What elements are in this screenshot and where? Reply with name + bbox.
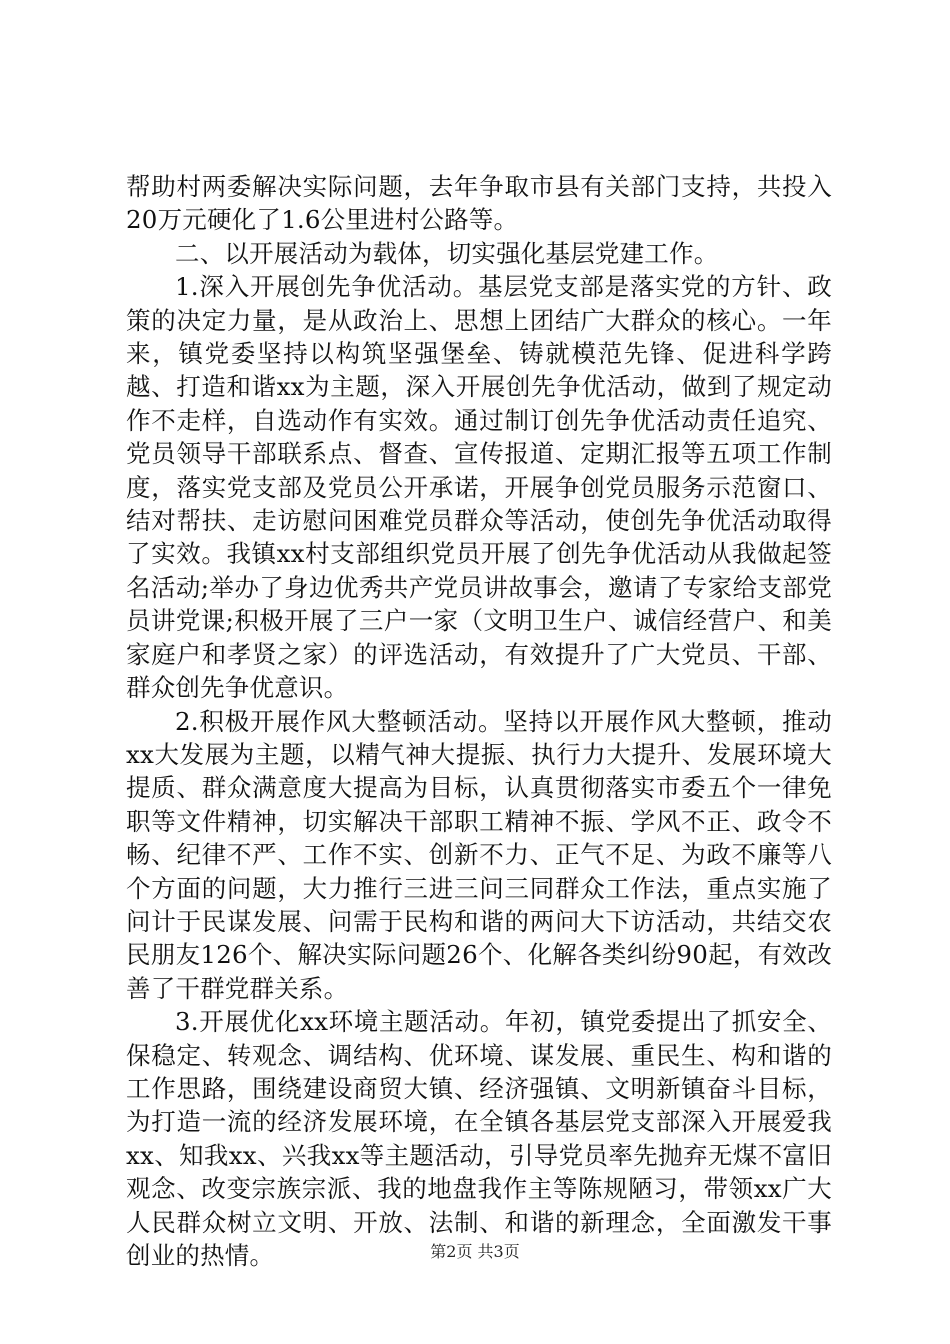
paragraph-item-1: 1.深入开展创先争优活动。基层党支部是落实党的方针、政策的决定力量，是从政治上、思想上团结广大群众的核心。一年来，镇党委坚持以构筑坚强堡垒、铸就模范先锋、促进科学跨越、打造和谐xx为主题，深入开展创先争优活动，做到了规定动作不走样，自选动作有实效。通过制订创先争优活动责任追究、党员领导干部联系点、督查、宣传报道、定期汇报等五项工作制度，落实党支部及党员公开承诺，开展争创党员服务示范窗口、结对帮扶、走访慰问困难党员群众等活动，使创先争优活动取得了实效。我镇xx村支部组织党员开展了创先争优活动从我做起签名活动;举办了身边优秀共产党员讲故事会，邀请了专家给支部党员讲党课;积极开展了三户一家（文明卫生户、诚信经营户、和美家庭户和孝贤之家）的评选活动，有效提升了广大党员、干部、群众创先争优意识。 xyxy=(126,272,832,703)
page-footer: 第2页 共3页 xyxy=(430,1242,520,1261)
paragraph-item-2: 2.积极开展作风大整顿活动。坚持以开展作风大整顿，推动xx大发展为主题，以精气神大提振、执行力大提升、发展环境大提质、群众满意度大提高为目标，认真贯彻落实市委五个一律免职等文件精神，切实解决干部职工精神不振、学风不正、政令不畅、纪律不严、工作不实、创新不力、正气不足、为政不廉等八个方面的问题，大力推行三进三问三同群众工作法，重点实施了问计于民谋发展、问需于民构和谐的两问大下访活动，共结交农民朋友126个、解决实际问题26个、化解各类纠纷90起，有效改善了干群党群关系。 xyxy=(126,706,832,1003)
section-heading: 二、以开展活动为载体，切实强化基层党建工作。 xyxy=(175,238,719,268)
paragraph-continuation: 帮助村两委解决实际问题，去年争取市县有关部门支持，共投入20万元硬化了1.6公里进村公路等。 xyxy=(126,172,832,235)
paragraph-item-3: 3.开展优化xx环境主题活动。年初，镇党委提出了抓安全、保稳定、转观念、调结构、优环境、谋发展、重民生、构和谐的工作思路，围绕建设商贸大镇、经济强镇、文明新镇奋斗目标，为打造一流的经济发展环境，在全镇各基层党支部深入开展爱我xx、知我xx、兴我xx等主题活动，引导党员率先抛弃无煤不富旧观念、改变宗族宗派、我的地盘我作主等陈规陋习，带领xx广大人民群众树立文明、开放、法制、和谐的新理念，全面激发干事创业的热情。 xyxy=(126,1007,832,1270)
document-body xyxy=(126,170,832,1272)
